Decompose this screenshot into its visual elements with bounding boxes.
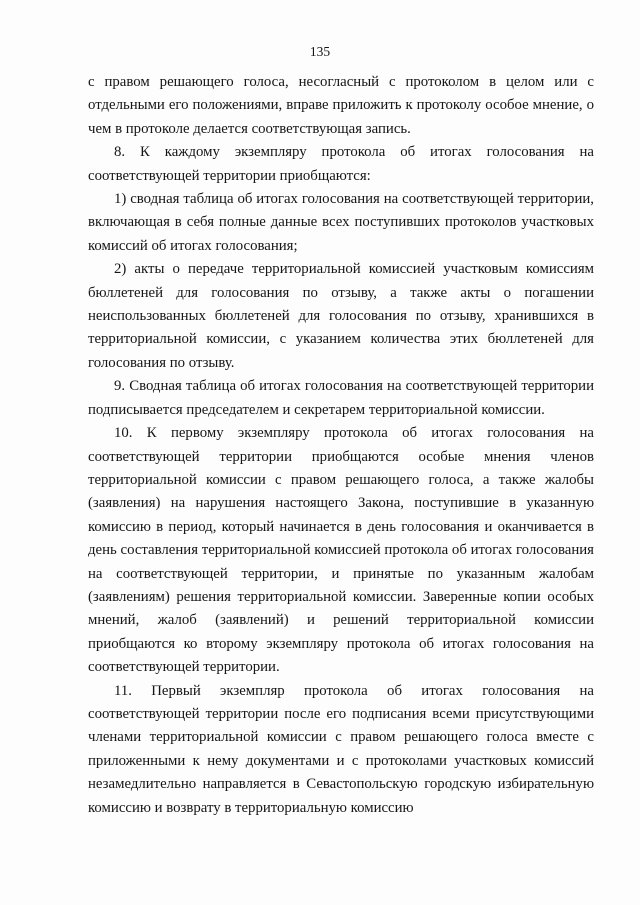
paragraph-subitem-1: 1) сводная таблица об итогах голосования на соответствующей территории, включающая в себя полные данные всех поступивших протоколов участковых комиссий об итогах голосования; [88,191,594,254]
paragraph-item-10: 10. К первому экземпляру протокола об итогах голосования на соответствующей территории приобщаются особые мнения членов территориальной комиссии с правом решающего голоса, а также жалобы (заявления) на нарушения настоящего Закона, поступившие в указанную комиссию в период, который начинается в день голосования и оканчивается в день составления территориальной комиссией протокола об итогах голосования на соответствующей территории, и принятые по указанным жалобам (заявлениям) решения территориальной комиссии. Заверенные копии особых мнений, жалоб (заявлений) и решений территориальной комиссии приобщаются ко второму экземпляру протокола об итогах голосования на соответствующей территории. [88,425,594,676]
paragraph-continuation: с правом решающего голоса, несогласный с протоколом в целом или с отдельными его положениями, вправе приложить к протоколу особое мнение, о чем в протоколе делается соответствующая запись. [88,74,594,137]
paragraph-item-8: 8. К каждому экземпляру протокола об итогах голосования на соответствующей территории приобщаются: [88,144,594,184]
paragraph-subitem-2: 2) акты о передаче территориальной комиссией участковым комиссиям бюллетеней для голосования по отзыву, а также акты о погашении неиспользованных бюллетеней для голосования по отзыву, хранившихся в территориальной комиссии, с указанием количества этих бюллетеней для голосования по отзыву. [88,261,594,371]
document-body [88,71,594,820]
paragraph-item-9: 9. Сводная таблица об итогах голосования на соответствующей территории подписывается председателем и секретарем территориальной комиссии. [88,378,594,418]
page-number: 135 [309,44,331,59]
paragraph-item-11: 11. Первый экземпляр протокола об итогах голосования на соответствующей территории после его подписания всеми присутствующими членами территориальной комиссии с правом решающего голоса вместе с приложенными к нему документами и с протоколами участковых комиссий незамедлительно направляется в Севастопольскую городскую избирательную комиссию и возврату в территориальную комиссию [88,682,594,816]
